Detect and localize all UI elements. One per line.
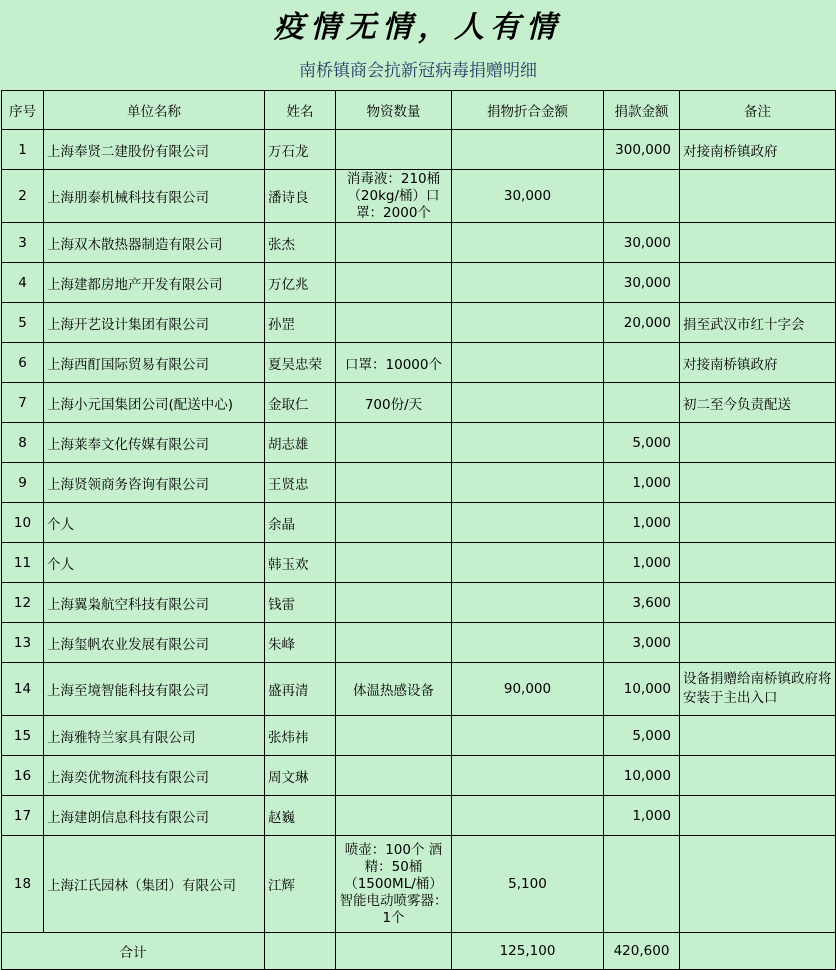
row-number: 12 — [2, 583, 44, 623]
cash-amount: 1,000 — [604, 796, 680, 836]
goods-value — [452, 303, 604, 343]
goods-value — [452, 503, 604, 543]
cash-amount: 5,000 — [604, 423, 680, 463]
table-row — [2, 303, 836, 343]
cash-amount: 1,000 — [604, 463, 680, 503]
note — [680, 543, 836, 583]
person-name: 金取仁 — [265, 383, 336, 423]
person-name: 万石龙 — [265, 130, 336, 170]
table-row — [2, 170, 836, 223]
note — [680, 263, 836, 303]
note — [680, 583, 836, 623]
org-name: 上海江氏园林（集团）有限公司 — [44, 836, 265, 933]
row-number: 3 — [2, 223, 44, 263]
org-name: 上海小元国集团公司(配送中心) — [44, 383, 265, 423]
header-no: 序号 — [2, 91, 44, 130]
org-name: 上海贤领商务咨询有限公司 — [44, 463, 265, 503]
cash-amount: 3,600 — [604, 583, 680, 623]
total-note-cell — [680, 933, 836, 970]
person-name: 孙罡 — [265, 303, 336, 343]
goods-value — [452, 383, 604, 423]
cash-amount: 5,000 — [604, 716, 680, 756]
row-number: 15 — [2, 716, 44, 756]
note: 初二至今负责配送 — [680, 383, 836, 423]
goods-detail — [336, 623, 452, 663]
goods-detail — [336, 130, 452, 170]
row-number: 7 — [2, 383, 44, 423]
table-row — [2, 503, 836, 543]
goods-detail — [336, 423, 452, 463]
goods-detail — [336, 583, 452, 623]
goods-value — [452, 796, 604, 836]
table-row — [2, 716, 836, 756]
person-name: 江辉 — [265, 836, 336, 933]
cash-amount — [604, 170, 680, 223]
person-name: 周文琳 — [265, 756, 336, 796]
goods-value — [452, 130, 604, 170]
org-name: 上海开艺设计集团有限公司 — [44, 303, 265, 343]
row-number: 11 — [2, 543, 44, 583]
person-name: 钱雷 — [265, 583, 336, 623]
goods-value — [452, 263, 604, 303]
row-number: 1 — [2, 130, 44, 170]
cash-amount: 30,000 — [604, 263, 680, 303]
goods-detail: 口罩：10000个 — [336, 343, 452, 383]
total-label: 合计 — [2, 933, 265, 970]
table-row — [2, 130, 836, 170]
cash-amount: 10,000 — [604, 756, 680, 796]
goods-value — [452, 543, 604, 583]
table-row — [2, 756, 836, 796]
table-body — [2, 130, 836, 933]
header-note: 备注 — [680, 91, 836, 130]
goods-value — [452, 223, 604, 263]
note — [680, 756, 836, 796]
person-name: 朱峰 — [265, 623, 336, 663]
org-name: 上海雅特兰家具有限公司 — [44, 716, 265, 756]
goods-value — [452, 463, 604, 503]
row-number: 13 — [2, 623, 44, 663]
goods-value: 5,100 — [452, 836, 604, 933]
cash-amount: 300,000 — [604, 130, 680, 170]
table-row — [2, 423, 836, 463]
cash-amount: 20,000 — [604, 303, 680, 343]
donation-table — [1, 90, 836, 970]
goods-detail — [336, 543, 452, 583]
goods-value — [452, 583, 604, 623]
row-number: 14 — [2, 663, 44, 716]
org-name: 上海建朗信息科技有限公司 — [44, 796, 265, 836]
org-name: 上海建都房地产开发有限公司 — [44, 263, 265, 303]
note — [680, 423, 836, 463]
goods-value — [452, 343, 604, 383]
goods-detail — [336, 503, 452, 543]
person-name: 万亿兆 — [265, 263, 336, 303]
cash-amount: 3,000 — [604, 623, 680, 663]
total-goods-value: 125,100 — [452, 933, 604, 970]
goods-detail: 体温热感设备 — [336, 663, 452, 716]
org-name: 上海双木散热器制造有限公司 — [44, 223, 265, 263]
org-name: 个人 — [44, 503, 265, 543]
goods-detail — [336, 756, 452, 796]
table-row — [2, 263, 836, 303]
goods-detail: 喷壶：100个 酒精：50桶（1500ML/桶）智能电动喷雾器：1个 — [336, 836, 452, 933]
note — [680, 796, 836, 836]
org-name: 上海玺帆农业发展有限公司 — [44, 623, 265, 663]
person-name: 张杰 — [265, 223, 336, 263]
row-number: 8 — [2, 423, 44, 463]
cash-amount — [604, 383, 680, 423]
person-name: 赵巍 — [265, 796, 336, 836]
header-goods: 物资数量 — [336, 91, 452, 130]
note — [680, 170, 836, 223]
row-number: 16 — [2, 756, 44, 796]
note — [680, 503, 836, 543]
cash-amount — [604, 836, 680, 933]
org-name: 上海朋泰机械科技有限公司 — [44, 170, 265, 223]
cash-amount — [604, 343, 680, 383]
cash-amount: 30,000 — [604, 223, 680, 263]
person-name: 韩玉欢 — [265, 543, 336, 583]
org-name: 上海奕优物流科技有限公司 — [44, 756, 265, 796]
goods-value — [452, 623, 604, 663]
note — [680, 836, 836, 933]
row-number: 6 — [2, 343, 44, 383]
person-name: 张炜祎 — [265, 716, 336, 756]
header-goods-value: 捐物折合金额 — [452, 91, 604, 130]
org-name: 个人 — [44, 543, 265, 583]
goods-detail: 700份/天 — [336, 383, 452, 423]
header-name: 姓名 — [265, 91, 336, 130]
cash-amount: 1,000 — [604, 543, 680, 583]
note — [680, 463, 836, 503]
row-number: 10 — [2, 503, 44, 543]
table-row — [2, 583, 836, 623]
note — [680, 716, 836, 756]
header-org: 单位名称 — [44, 91, 265, 130]
row-number: 18 — [2, 836, 44, 933]
row-number: 4 — [2, 263, 44, 303]
table-row — [2, 343, 836, 383]
person-name: 夏吴忠荣 — [265, 343, 336, 383]
goods-detail — [336, 263, 452, 303]
note: 对接南桥镇政府 — [680, 130, 836, 170]
header-row — [2, 91, 836, 130]
table-row — [2, 663, 836, 716]
person-name: 王贤忠 — [265, 463, 336, 503]
org-name: 上海莱奉文化传媒有限公司 — [44, 423, 265, 463]
goods-value: 90,000 — [452, 663, 604, 716]
person-name: 盛再清 — [265, 663, 336, 716]
table-row — [2, 836, 836, 933]
note: 对接南桥镇政府 — [680, 343, 836, 383]
note — [680, 223, 836, 263]
goods-detail — [336, 716, 452, 756]
table-row — [2, 623, 836, 663]
total-name-cell — [265, 933, 336, 970]
row-number: 9 — [2, 463, 44, 503]
header-cash: 捐款金额 — [604, 91, 680, 130]
goods-value — [452, 756, 604, 796]
goods-detail — [336, 796, 452, 836]
goods-value — [452, 423, 604, 463]
page-title: 疫情无情，人有情 — [274, 10, 562, 45]
table-row — [2, 463, 836, 503]
person-name: 余晶 — [265, 503, 336, 543]
cash-amount: 10,000 — [604, 663, 680, 716]
goods-detail — [336, 303, 452, 343]
total-row — [2, 933, 836, 970]
goods-value — [452, 716, 604, 756]
goods-detail — [336, 463, 452, 503]
row-number: 2 — [2, 170, 44, 223]
goods-detail — [336, 223, 452, 263]
org-name: 上海奉贤二建股份有限公司 — [44, 130, 265, 170]
goods-detail: 消毒液：210桶（20kg/桶）口罩：2000个 — [336, 170, 452, 223]
org-name: 上海翼枭航空科技有限公司 — [44, 583, 265, 623]
note — [680, 623, 836, 663]
person-name: 潘诗良 — [265, 170, 336, 223]
person-name: 胡志雄 — [265, 423, 336, 463]
note: 设备捐赠给南桥镇政府将安装于主出入口 — [680, 663, 836, 716]
table-row — [2, 543, 836, 583]
org-name: 上海至境智能科技有限公司 — [44, 663, 265, 716]
page-subtitle: 南桥镇商会抗新冠病毒捐赠明细 — [299, 61, 537, 81]
table-row — [2, 383, 836, 423]
row-number: 5 — [2, 303, 44, 343]
cash-amount: 1,000 — [604, 503, 680, 543]
org-name: 上海西酊国际贸易有限公司 — [44, 343, 265, 383]
goods-value: 30,000 — [452, 170, 604, 223]
table-row — [2, 223, 836, 263]
note: 捐至武汉市红十字会 — [680, 303, 836, 343]
total-cash: 420,600 — [604, 933, 680, 970]
row-number: 17 — [2, 796, 44, 836]
table-row — [2, 796, 836, 836]
total-goods-cell — [336, 933, 452, 970]
